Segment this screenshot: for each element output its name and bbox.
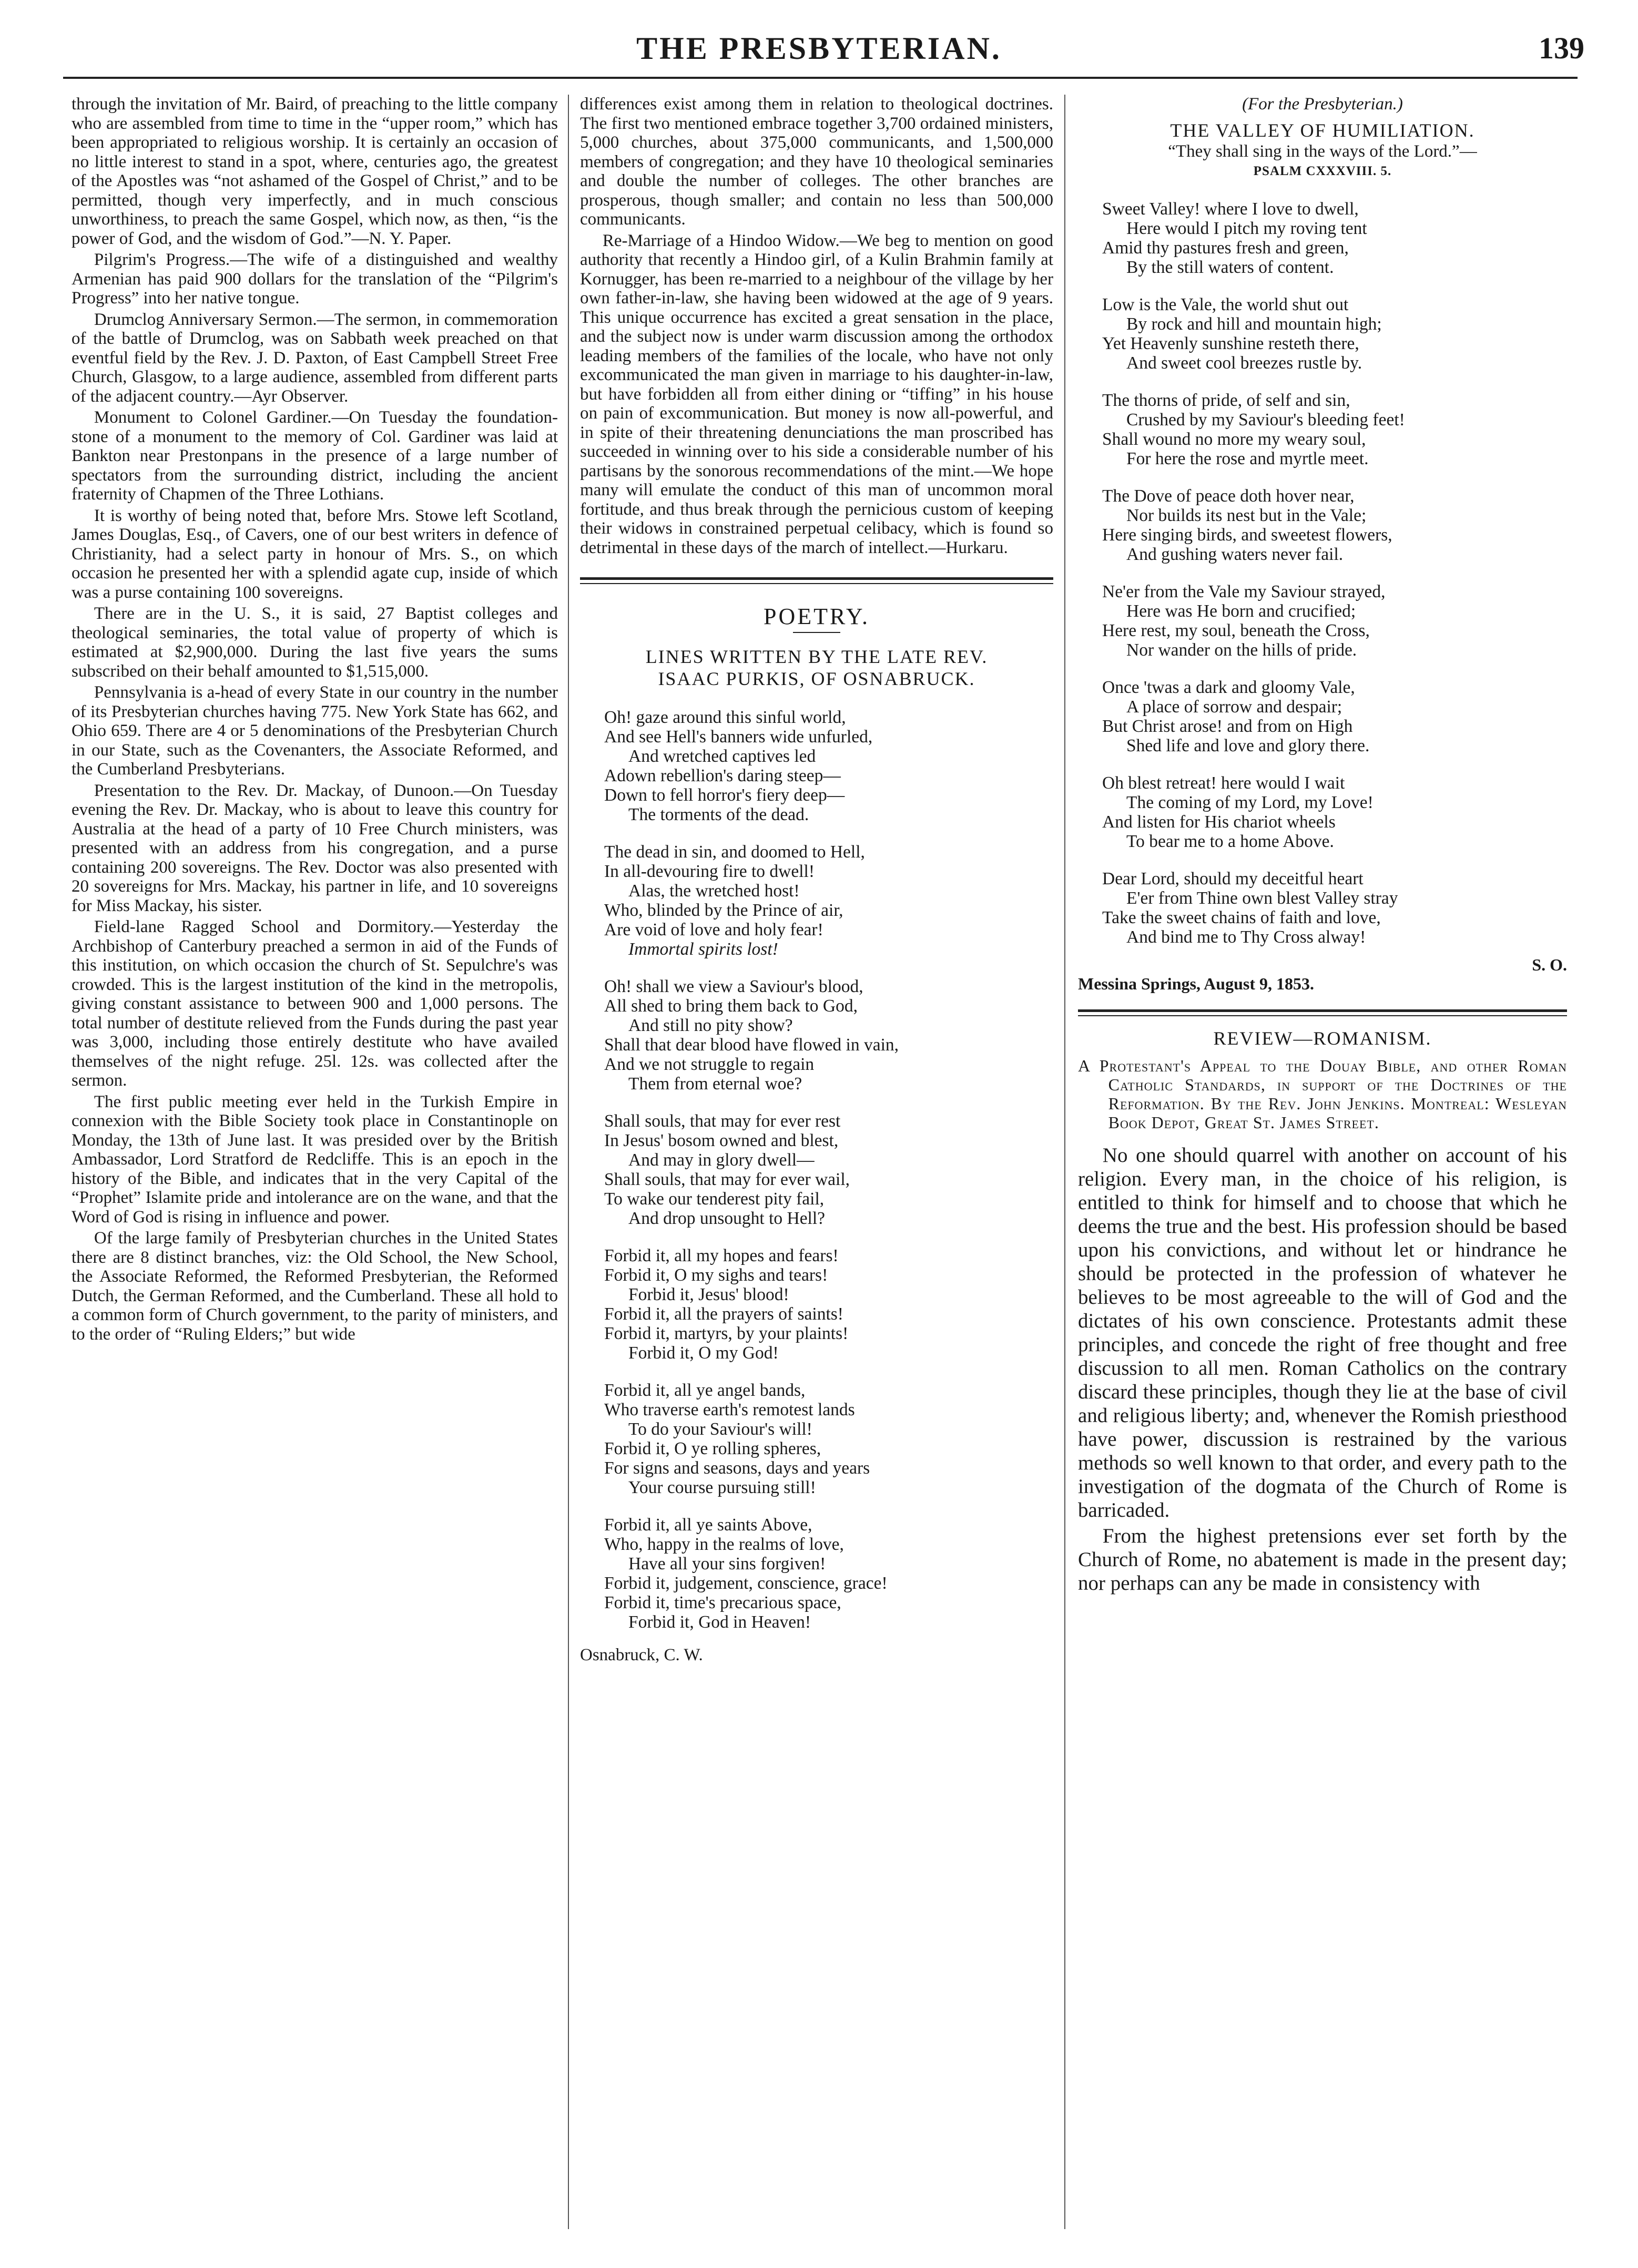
poem-place: Osnabruck, C. W. xyxy=(580,1645,703,1664)
poem-line: And still no pity show? xyxy=(628,1015,793,1035)
poem-line: For here the rose and myrtle meet. xyxy=(1126,448,1369,468)
article-presbyterian-branches: Of the large family of Presbyterian churches in the United States there are 8 distinct branches, viz: the Old School, the New School, the Associate Reformed, the Reformed Presbyterian, the Reformed Dutch, the German Reformed, and the Cumberland. These all hold to a common form of Church government, to the parity of ministers, and to the order of “Ruling Elders;” but wide xyxy=(72,1229,558,1344)
poem-line: And gushing waters never fail. xyxy=(1126,544,1344,564)
poem-line: The Dove of peace doth hover near, xyxy=(1102,486,1355,506)
review-paragraph-2: From the highest pretensions ever set forth by the Church of Rome, no abatement is made in the present day; nor perhaps can any be made in consistency with xyxy=(1078,1525,1567,1595)
review-book-entry: A Protestant's Appeal to the Douay Bible, and other Roman Catholic Standards, in support of the Doctrines of the Reformation. By the Rev. John Jenkins. Montreal: Wesleyan Book Depot, Great St. James Street. xyxy=(1078,1056,1567,1132)
review-body xyxy=(1078,1143,1567,1595)
poem-line: Shall wound no more my weary soul, xyxy=(1102,429,1366,449)
poem-line: Oh! gaze around this sinful world, xyxy=(604,707,846,727)
poem-line: The thorns of pride, of self and sin, xyxy=(1102,390,1350,410)
article-pennsylvania: Pennsylvania is a-head of every State in our country in the number of its Presbyterian churches having 775. New York State has 662, and Ohio 659. There are 4 or 5 denominations of the Presbyterian Church in our State, such as the Covenanters, the Associate Reformed, and the Cumberland Presbyterians. xyxy=(72,683,558,779)
poem-line: Amid thy pastures fresh and green, xyxy=(1102,238,1349,258)
poem-line: By rock and hill and mountain high; xyxy=(1126,314,1382,334)
epigraph-reference: PSALM CXXXVIII. 5. xyxy=(1253,164,1392,178)
column-middle xyxy=(580,95,1053,2240)
poem-line: Forbid it, O my sighs and tears! xyxy=(604,1265,828,1285)
poem-line: Sweet Valley! where I love to dwell, xyxy=(1102,199,1359,219)
article-branches-continued: differences exist among them in relation to theological doctrines. The first two mentioned embrace together 3,700 ordained ministers, 5,000 churches, about 375,000 communicants, and 1,500,000 members of congregation; and they have 10 theological seminaries and double the number of colleges. The other branches are prosperous, though smaller; and contain no less than 500,000 communicants. xyxy=(580,95,1053,229)
poem-line: Forbid it, Jesus' blood! xyxy=(628,1284,789,1304)
section-rule xyxy=(1078,1009,1567,1016)
poetry-heading-rule xyxy=(793,632,840,633)
valley-stanza-1 xyxy=(1102,199,1567,277)
poem-line: Forbid it, all my hopes and fears! xyxy=(604,1245,839,1265)
poem-line: Have all your sins forgiven! xyxy=(628,1554,826,1574)
article-dr-mackay: Presentation to the Rev. Dr. Mackay, of Dunoon.—On Tuesday evening the Rev. Dr. Mackay, who is about to leave this country for Australia at the head of a party of 10 Free Church ministers, was presented with an address from his congregation, and a purse containing 200 sovereigns. The Rev. Doctor was also presented with 20 sovereigns for Mrs. Mackay, his partner in life, and 10 sovereigns for Miss Mackay, his sister. xyxy=(72,781,558,915)
poem-line: Immortal spirits lost! xyxy=(628,939,778,959)
poem-line: The torments of the dead. xyxy=(628,804,809,824)
poem-line: Forbid it, judgement, conscience, grace! xyxy=(604,1573,888,1593)
poem-line: In Jesus' bosom owned and blest, xyxy=(604,1130,839,1150)
article-bible-society: The first public meeting ever held in the Turkish Empire in connexion with the Bible Society took place in Constantinople on Monday, the 13th of June last. It was presided over by the British Ambassador, Lord Stratford de Redcliffe. This is an epoch in the history of the Bible, and indicates that in the very Capital of the “Prophet” Islamite pride and intolerance are on the wane, and that the Word of God is rising in influence and power. xyxy=(72,1092,558,1227)
poem-line: Are void of love and holy fear! xyxy=(604,920,823,939)
poem-line: And wretched captives led xyxy=(628,746,816,766)
poem-stanza-1 xyxy=(604,708,1053,824)
poem-line: Nor wander on the hills of pride. xyxy=(1126,640,1357,660)
poem-line: Here singing birds, and sweetest flowers, xyxy=(1102,525,1392,545)
poem-line: For signs and seasons, days and years xyxy=(604,1458,870,1478)
poem-line: Take the sweet chains of faith and love, xyxy=(1102,907,1381,927)
poem-stanza-4 xyxy=(604,1111,1053,1228)
poem-line: Dear Lord, should my deceitful heart xyxy=(1102,869,1364,888)
poem-line: Forbid it, God in Heaven! xyxy=(628,1612,811,1632)
poem-title xyxy=(580,646,1053,690)
poem-title-line-2: ISAAC PURKIS, OF OSNABRUCK. xyxy=(658,668,975,689)
poem-line: Shall souls, that may for ever wail, xyxy=(604,1169,850,1189)
valley-stanza-6 xyxy=(1102,678,1567,755)
poem-line: And we not struggle to regain xyxy=(604,1054,815,1074)
poem-line: Low is the Vale, the world shut out xyxy=(1102,294,1349,314)
column-left xyxy=(72,95,558,2240)
poem-line: Your course pursuing still! xyxy=(628,1477,816,1497)
poem-initials: S. O. xyxy=(1532,955,1567,974)
poem-stanza-3 xyxy=(604,977,1053,1094)
poem-line: Who, blinded by the Prince of air, xyxy=(604,900,843,920)
poem-line: Them from eternal woe? xyxy=(628,1074,802,1094)
header-rule xyxy=(63,77,1578,79)
poem-line: Oh blest retreat! here would I wait xyxy=(1102,773,1345,793)
poem-line: Shall souls, that may for ever rest xyxy=(604,1111,841,1131)
poem-epigraph xyxy=(1078,141,1567,181)
poem-line: And listen for His chariot wheels xyxy=(1102,812,1336,832)
poem-line: Once 'twas a dark and gloomy Vale, xyxy=(1102,677,1355,697)
poem-line: To do your Saviour's will! xyxy=(628,1419,812,1439)
article-continued: through the invitation of Mr. Baird, of preaching to the little company who are assembled from time to time in the “upper room,” which has been appropriated to religious worship. It is certainly an occasion of no little interest to stand in a spot, where, centuries ago, the greatest of the Apostles was “not ashamed of the Gospel of Christ,” and to be permitted, though very imperfectly, and in much conscious unworthiness, to preach the same Gospel, which now, as then, “is the power of God, and the wisdom of God.”—N. Y. Paper. xyxy=(72,95,558,248)
poem-line: Forbid it, all the prayers of saints! xyxy=(604,1304,843,1324)
poem-line: Yet Heavenly sunshine resteth there, xyxy=(1102,333,1359,353)
poem-line: The coming of my Lord, my Love! xyxy=(1126,792,1374,812)
article-pilgrims-progress: Pilgrim's Progress.—The wife of a distinguished and wealthy Armenian has paid 900 dollars for the translation of the “Pilgrim's Progress” into her native tongue. xyxy=(72,250,558,308)
valley-stanza-2 xyxy=(1102,295,1567,373)
article-hindoo-widow: Re-Marriage of a Hindoo Widow.—We beg to mention on good authority that recently a Hindoo girl, of a Kulin Brahmin family at Kornugger, has been re-married to a neighbour of the village by her own father-in-law, she having been widowed at the age of 9 years. This unique occurrence has excited a great sensation in the place, and the subject now is under warm discussion among the orthodox leading members of the families of the locale, who have not only excommunicated the man given in marriage to his daughter-in-law, but have forbidden all from either dining or “tiffing” in his house on pain of excommunication. But money is now all-powerful, and in spite of their threatening denunciations the man proscribed has succeeded in winning over to his side a considerable number of his partisans by the sonorous recommendations of the mint.—We hope many will emulate the conduct of this man of uncommon moral fortitude, and thus break through the pernicious custom of keeping their widows in constrained perpetual celibacy, which is found so detrimental in these days of the march of intellect.—Hurkaru. xyxy=(580,231,1053,557)
valley-stanza-4 xyxy=(1102,486,1567,564)
poem-line: But Christ arose! and from on High xyxy=(1102,716,1353,736)
poem-line: Nor builds its nest but in the Vale; xyxy=(1126,505,1367,525)
poem-line: Here rest, my soul, beneath the Cross, xyxy=(1102,620,1370,640)
poem-line: Forbid it, all ye saints Above, xyxy=(604,1515,812,1535)
poem-line: Forbid it, O my God! xyxy=(628,1343,779,1363)
section-rule xyxy=(580,577,1053,584)
poem-line: And sweet cool breezes rustle by. xyxy=(1126,353,1362,373)
poem-dateline: Messina Springs, August 9, 1853. xyxy=(1078,974,1314,993)
review-heading: REVIEW—ROMANISM. xyxy=(1213,1027,1432,1049)
poem-stanza-5 xyxy=(604,1246,1053,1363)
poem-line: Forbid it, all ye angel bands, xyxy=(604,1380,806,1400)
poem-line: By the still waters of content. xyxy=(1126,257,1334,277)
poem-line: To bear me to a home Above. xyxy=(1126,831,1334,851)
poem-stanza-2 xyxy=(604,842,1053,959)
poem-line: To wake our tenderest pity fail, xyxy=(604,1189,825,1209)
page-number: 139 xyxy=(1539,31,1584,65)
masthead-title: THE PRESBYTERIAN. xyxy=(636,31,1002,66)
article-baptist-colleges: There are in the U. S., it is said, 27 Baptist colleges and theological seminaries, the total value of property of which is estimated at $2,900,000. During the last five years the sums subscribed on their behalf amounted to $1,515,000. xyxy=(72,604,558,681)
article-mrs-stowe: It is worthy of being noted that, before Mrs. Stowe left Scotland, James Douglas, Esq., of Cavers, one of our best writers in defence of Christianity, had a select party in honour of Mrs. S., on which occasion he presented her with a splendid agate cup, inside of which was a purse containing 100 sovereigns. xyxy=(72,506,558,602)
poem-line: E'er from Thine own blest Valley stray xyxy=(1126,888,1398,908)
poem-line: And may in glory dwell— xyxy=(628,1150,815,1170)
poem-line: Forbid it, O ye rolling spheres, xyxy=(604,1438,821,1458)
poetry-heading: POETRY. xyxy=(763,604,870,629)
poem-line: Here was He born and crucified; xyxy=(1126,601,1356,621)
valley-stanza-5 xyxy=(1102,582,1567,660)
poem-line: Adown rebellion's daring steep— xyxy=(604,765,841,785)
poem-title-line-1: LINES WRITTEN BY THE LATE REV. xyxy=(645,646,988,667)
valley-poem-title: THE VALLEY OF HUMILIATION. xyxy=(1170,119,1475,141)
poem-stanza-6 xyxy=(604,1381,1053,1497)
epigraph-quote: “They shall sing in the ways of the Lord.”— xyxy=(1168,141,1477,161)
valley-stanza-3 xyxy=(1102,391,1567,468)
poem-line: A place of sorrow and despair; xyxy=(1126,697,1342,717)
poem-line: Forbid it, martyrs, by your plaints! xyxy=(604,1323,849,1343)
poem-line: The dead in sin, and doomed to Hell, xyxy=(604,842,865,862)
poem-line: Shall that dear blood have flowed in vain, xyxy=(604,1035,899,1055)
poem-line: And see Hell's banners wide unfurled, xyxy=(604,727,873,747)
poem-stanza-7 xyxy=(604,1515,1053,1632)
article-ragged-school: Field-lane Ragged School and Dormitory.—Yesterday the Archbishop of Canterbury preached a sermon in aid of the Funds of this institution, on which occasion the church of St. Sepulchre's was crowded. This is the largest institution of the kind in the metropolis, giving constant assistance to between 900 and 1,000 persons. The total number of destitute relieved from the Funds during the past year was 3,000, including those entirely destitute who have availed themselves of the night refuge. 25l. 12s. was collected after the sermon. xyxy=(72,917,558,1090)
for-the-presbyterian: (For the Presbyterian.) xyxy=(1242,95,1403,114)
poem-line: Down to fell horror's fiery deep— xyxy=(604,785,845,805)
poem-line: All shed to bring them back to God, xyxy=(604,996,858,1016)
valley-stanza-7 xyxy=(1102,773,1567,851)
poem-line: Here would I pitch my roving tent xyxy=(1126,218,1367,238)
column-right xyxy=(1078,95,1567,2240)
poem-line: Crushed by my Saviour's bleeding feet! xyxy=(1126,410,1405,430)
poem-line: And drop unsought to Hell? xyxy=(628,1208,826,1228)
poem-line: Oh! shall we view a Saviour's blood, xyxy=(604,976,863,996)
poem-line: Ne'er from the Vale my Saviour strayed, xyxy=(1102,581,1386,601)
poem-line: In all-devouring fire to dwell! xyxy=(604,861,815,881)
poem-line: And bind me to Thy Cross alway! xyxy=(1126,927,1366,947)
poem-line: Shed life and love and glory there. xyxy=(1126,735,1370,755)
poem-line: Who traverse earth's remotest lands xyxy=(604,1399,855,1419)
article-drumclog-sermon: Drumclog Anniversary Sermon.—The sermon, in commemoration of the battle of Drumclog, was on Sabbath week preached on that eventful field by the Rev. J. D. Paxton, of East Campbell Street Free Church, Glasgow, to a large audience, assembled from different parts of the adjacent country.—Ayr Observer. xyxy=(72,310,558,406)
poem-line: Who, happy in the realms of love, xyxy=(604,1534,844,1554)
poem-line: Alas, the wretched host! xyxy=(628,881,800,901)
column-divider-left xyxy=(568,95,569,2229)
poem-line: Forbid it, time's precarious space, xyxy=(604,1592,841,1612)
column-divider-right xyxy=(1064,95,1065,2229)
article-gardiner-monument: Monument to Colonel Gardiner.—On Tuesday the foundation-stone of a monument to the memory of Col. Gardiner was laid at Bankton near Prestonpans in the presence of a large number of spectators from the surrounding district, including the ancient fraternity of Chapmen of the Three Lothians. xyxy=(72,408,558,504)
review-paragraph-1: No one should quarrel with another on account of his religion. Every man, in the choice of his religion, is entitled to think for himself and to choose that which he deems the true and the best. His profession should be based upon his convictions, and without let or hindrance he should be protected in the profession of whatever he believes to be most agreeable to the will of God and the dictates of his own conscience. Protestants admit these principles, and concede the right of free thought and free discussion to all men. Roman Catholics on the contrary discard these principles, though they lie at the base of civil and religious liberty; and, whenever the Romish priesthood have power, discussion is restrained by the various methods so well known to that order, and every path to the investigation of the dogmata of the Church of Rome is barricaded. xyxy=(1078,1144,1567,1521)
valley-stanza-8 xyxy=(1102,869,1567,947)
